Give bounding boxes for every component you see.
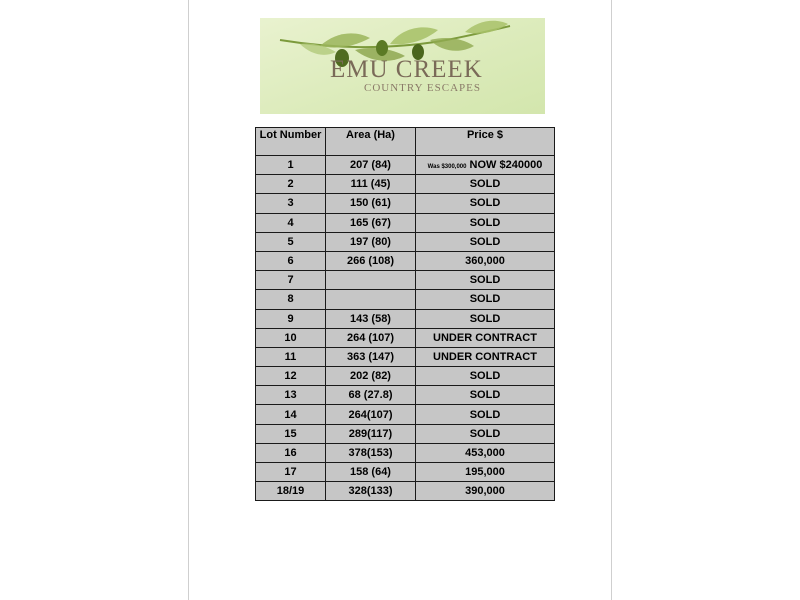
- price-cell: SOLD: [416, 309, 555, 328]
- area-cell: [326, 271, 416, 290]
- area-cell: 150 (61): [326, 194, 416, 213]
- table-row: [256, 175, 555, 194]
- table-row: [256, 328, 555, 347]
- price-cell: SOLD: [416, 290, 555, 309]
- table-row: [256, 443, 555, 462]
- lot-cell: 2: [256, 175, 326, 194]
- lot-cell: 14: [256, 405, 326, 424]
- area-cell: 264(107): [326, 405, 416, 424]
- lot-cell: 16: [256, 443, 326, 462]
- area-cell: [326, 290, 416, 309]
- logo-title: EMU CREEK: [330, 56, 483, 83]
- table-row: [256, 156, 555, 175]
- lot-cell: 9: [256, 309, 326, 328]
- lot-cell: 18/19: [256, 482, 326, 501]
- table-row: [256, 347, 555, 366]
- area-cell: 363 (147): [326, 347, 416, 366]
- price-cell: [416, 156, 555, 175]
- price-cell: 390,000: [416, 482, 555, 501]
- price-cell: SOLD: [416, 175, 555, 194]
- price-cell: 195,000: [416, 463, 555, 482]
- header-area: Area (Ha): [326, 128, 416, 156]
- area-cell: 68 (27.8): [326, 386, 416, 405]
- area-cell: 111 (45): [326, 175, 416, 194]
- price-cell: SOLD: [416, 367, 555, 386]
- area-cell: 328(133): [326, 482, 416, 501]
- area-cell: 289(117): [326, 424, 416, 443]
- price-cell: SOLD: [416, 232, 555, 251]
- price-cell: 453,000: [416, 443, 555, 462]
- table-header-row: [256, 128, 555, 156]
- table-row: [256, 482, 555, 501]
- logo-subtitle: COUNTRY ESCAPES: [364, 82, 481, 94]
- lot-cell: 17: [256, 463, 326, 482]
- table-row: [256, 271, 555, 290]
- lot-cell: 11: [256, 347, 326, 366]
- table-row: [256, 367, 555, 386]
- lots-price-table: [255, 127, 555, 501]
- price-cell: SOLD: [416, 424, 555, 443]
- table-row: [256, 386, 555, 405]
- was-price: Was $300,000: [427, 164, 467, 171]
- lot-cell: 13: [256, 386, 326, 405]
- area-cell: 207 (84): [326, 156, 416, 175]
- price-cell: UNDER CONTRACT: [416, 347, 555, 366]
- table-row: [256, 194, 555, 213]
- table-row: [256, 251, 555, 270]
- price-cell: SOLD: [416, 405, 555, 424]
- price-cell: SOLD: [416, 386, 555, 405]
- area-cell: 202 (82): [326, 367, 416, 386]
- area-cell: 158 (64): [326, 463, 416, 482]
- price-cell: SOLD: [416, 194, 555, 213]
- table-row: [256, 213, 555, 232]
- lot-cell: 6: [256, 251, 326, 270]
- price-cell: UNDER CONTRACT: [416, 328, 555, 347]
- area-cell: 264 (107): [326, 328, 416, 347]
- table-row: [256, 232, 555, 251]
- lot-cell: 8: [256, 290, 326, 309]
- area-cell: 266 (108): [326, 251, 416, 270]
- lot-cell: 10: [256, 328, 326, 347]
- table-row: [256, 309, 555, 328]
- lot-cell: 1: [256, 156, 326, 175]
- lot-cell: 4: [256, 213, 326, 232]
- document-page: [188, 0, 612, 600]
- now-price: NOW $240000: [469, 159, 543, 172]
- header-price: Price $: [416, 128, 555, 156]
- lot-cell: 7: [256, 271, 326, 290]
- area-cell: 143 (58): [326, 309, 416, 328]
- lot-cell: 5: [256, 232, 326, 251]
- area-cell: 378(153): [326, 443, 416, 462]
- lot-cell: 15: [256, 424, 326, 443]
- lot-cell: 12: [256, 367, 326, 386]
- price-cell: SOLD: [416, 213, 555, 232]
- header-lot-number: Lot Number: [256, 128, 326, 156]
- table-row: [256, 463, 555, 482]
- price-cell: 360,000: [416, 251, 555, 270]
- area-cell: 197 (80): [326, 232, 416, 251]
- lot-cell: 3: [256, 194, 326, 213]
- table-row: [256, 405, 555, 424]
- table-row: [256, 290, 555, 309]
- emu-creek-logo: [260, 18, 545, 114]
- price-cell: SOLD: [416, 271, 555, 290]
- table-row: [256, 424, 555, 443]
- area-cell: 165 (67): [326, 213, 416, 232]
